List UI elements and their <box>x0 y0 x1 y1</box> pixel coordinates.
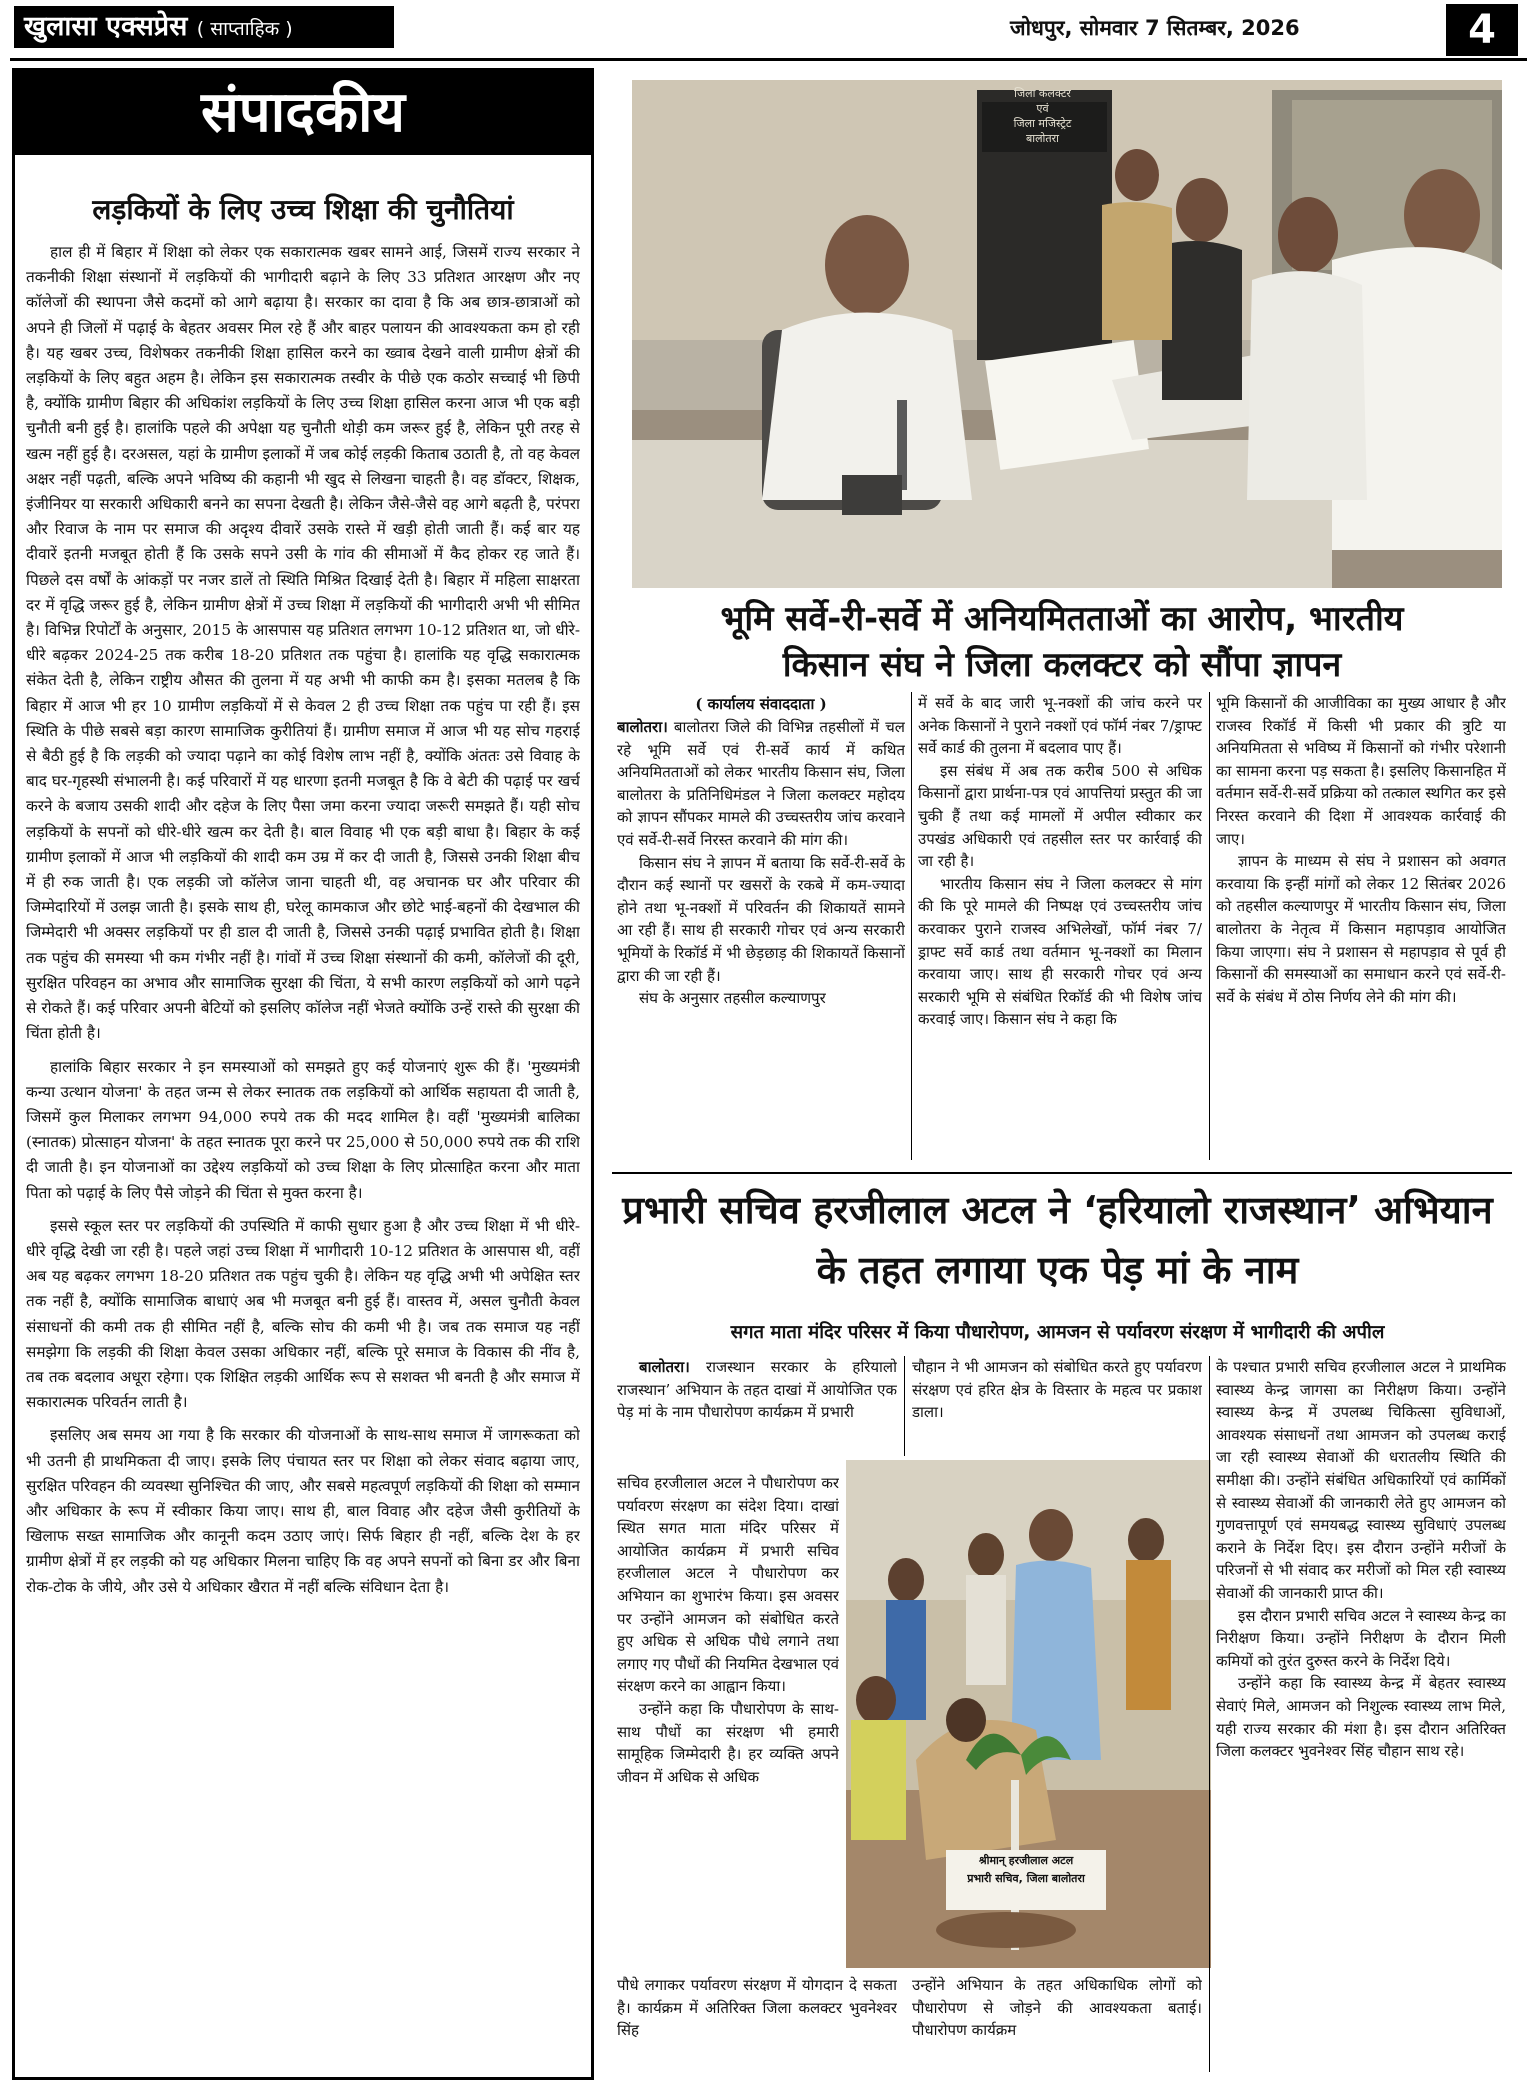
article1-text: भारतीय किसान संघ ने जिला कलक्टर से मांग की कि पूरे मामले की निष्पक्ष एवं उच्चस्तरीय जांच करवाकर पुराने राजस्व अभिलेखों, फॉर्म नंबर 7/ड्राफ्ट सर्वे कार्ड तथा वर्तमान भू-नक्शों का मिलान करवाया जाए। साथ ही सरकारी गोचर एवं अन्य सरकारी भूमि से संबंधित रिकॉर्ड की भी विशेष जांच करवाई जाए। किसान संघ ने कहा कि <box>918 874 1202 1029</box>
dateline: जोधपुर, सोमवार 7 सितम्बर, 2026 <box>1010 16 1300 40</box>
article2-text: उन्होंने कहा कि पौधारोपण के साथ-साथ पौधों का संरक्षण भी हमारी सामूहिक जिम्मेदारी है। हर व्यक्ति अपने जीवन में अधिक से अधिक <box>617 1699 839 1786</box>
article2-col1-side <box>617 1472 839 1972</box>
article2-text: सचिव हरजीलाल अटल ने पौधारोपण कर पर्यावरण संरक्षण का संदेश दिया। दाखां स्थित सगत माता मंदिर परिसर में आयोजित कार्यक्रम में प्रभारी सचिव हरजीलाल अटल ने पौधारोपण कर अभियान का शुभारंभ किया। इस अवसर पर उन्होंने आमजन को संबोधित करते हुए अधिक से अधिक पौधे लगाने तथा लगाए गए पौधों की नियमित देखभाल एवं संरक्षण करने का आह्वान किया। <box>617 1474 839 1696</box>
article2-col3 <box>1216 1356 1506 2072</box>
article2-text: राजस्थान सरकार के हरियालो राजस्थान’ अभियान के तहत दाखां में आयोजित एक पेड़ मां के नाम पौधारोपण कार्यक्रम में प्रभारी <box>617 1358 897 1422</box>
article1-headline <box>612 596 1512 692</box>
article2-col1-top <box>617 1356 897 1476</box>
article1-col2 <box>918 692 1202 1162</box>
paper-frequency: ( साप्ताहिक ) <box>196 18 293 40</box>
editorial-paragraph: हाल ही में बिहार में शिक्षा को लेकर एक सकारात्मक खबर सामने आई, जिसमें राज्य सरकार ने तकनीकी शिक्षा संस्थानों में लड़कियों की भागीदारी बढ़ाने के लिए 33 प्रतिशत आरक्षण और नए कॉलेजों की स्थापना जैसे कदमों को आगे बढ़ाया है। सरकार का दावा है कि अब छात्र-छात्राओं को अपने ही जिलों में पढ़ाई के बेहतर अवसर मिल रहे हैं और बाहर पलायन की आवश्यकता कम हो रही है। यह खबर उच्च, विशेषकर तकनीकी शिक्षा हासिल करने का ख्वाब देखने वाली ग्रामीण क्षेत्रों की लड़कियों के लिए बहुत अहम है। लेकिन इस सकारात्मक तस्वीर के पीछे एक कठोर सच्चाई भी छिपी है, क्योंकि ग्रामीण बिहार की अधिकांश लड़कियों के लिए उच्च शिक्षा हासिल करना आज भी एक बड़ी चुनौती बनी हुई है। हालांकि पहले की अपेक्षा यह चुनौती थोड़ी कम जरूर हुई है, लेकिन पूरी तरह से खत्म नहीं हुई है। दरअसल, यहां के ग्रामीण इलाकों में जब कोई लड़की किताब उठाती है, तो वह केवल अक्षर नहीं पढ़ती, बल्कि अपने भविष्य की कहानी भी खुद से लिखना चाहती है। वह डॉक्टर, शिक्षक, इंजीनियर या सरकारी अधिकारी बनने का सपना देखती है। लेकिन जैसे-जैसे वह आगे बढ़ती है, परंपरा और रिवाज के नाम पर समाज की अदृश्य दीवारें उसके रास्ते में खड़ी होती जाती हैं। कई बार यह दीवारें इतनी मजबूत होती हैं कि उसके सपने उसी के गांव की सीमाओं में कैद होकर रह जाते हैं। पिछले दस वर्षों के आंकड़ों पर नजर डालें तो स्थिति मिश्रित दिखाई देती है। बिहार में महिला साक्षरता दर में वृद्धि जरूर हुई है, लेकिन ग्रामीण क्षेत्रों में उच्च शिक्षा में लड़कियों की भागीदारी अभी भी सीमित है। विभिन्न रिपोर्टों के अनुसार, 2015 के आसपास यह प्रतिशत लगभग 10-12 प्रतिशत था, जो धीरे-धीरे बढ़कर 2024-25 तक करीब 18-20 प्रतिशत तक पहुंचा है। हालांकि यह वृद्धि सकारात्मक संकेत देती है, लेकिन राष्ट्रीय औसत की तुलना में यह अभी भी काफी कम है। इसका मतलब है कि बिहार में आज भी हर 10 ग्रामीण लड़कियों में से केवल 2 ही उच्च शिक्षा तक पहुंच पा रही हैं। इस स्थिति के पीछे सबसे बड़ा कारण सामाजिक कुरीतियां हैं। ग्रामीण समाज में आज भी यह सोच गहराई से बैठी हुई है कि लड़की को ज्यादा पढ़ाने का कोई विशेष लाभ नहीं है, क्योंकि अंततः उसे विवाह के बाद घर-गृहस्थी संभालनी है। कई परिवारों में यह धारणा इतनी मजबूत है कि वे बेटी की पढ़ाई पर खर्च करने के बजाय उसकी शादी और दहेज के लिए पैसा जमा करना ज्यादा जरूरी समझते हैं। यही सोच लड़कियों के सपनों को धीरे-धीरे खत्म कर देती है। बाल विवाह भी एक बड़ी बाधा है। बिहार के कई ग्रामीण इलाकों में आज भी लड़कियों की शादी कम उम्र में कर दी जाती है, जिससे उनकी शिक्षा बीच में ही रुक जाती है। एक लड़की जो कॉलेज जाना चाहती थी, वह अचानक घर और परिवार की जिम्मेदारियों में उलझ जाती है। इसके साथ ही, घरेलू कामकाज और छोटे भाई-बहनों की देखभाल की जिम्मेदारी भी अक्सर लड़कियों पर ही डाल दी जाती है, जिससे उनकी पढ़ाई प्रभावित होती है। शिक्षा तक पहुंच की समस्या भी कम गंभीर नहीं है। गांवों में उच्च शिक्षा संस्थानों की कमी, कॉलेजों की दूरी, सुरक्षित परिवहन का अभाव और सामाजिक सुरक्षा की चिंता, ये सभी कारण लड़कियों को आगे पढ़ने से रोकते हैं। कई परिवार अपनी बेटियों को इसलिए कॉलेज नहीं भेजते क्योंकि उन्हें रास्ते की सुरक्षा की चिंता होती है। <box>26 243 580 1043</box>
sign-line: प्रभारी सचिव, जिला बालोतरा <box>967 1872 1085 1885</box>
column-rule <box>1209 1356 1210 2072</box>
editorial-paragraph: हालांकि बिहार सरकार ने इन समस्याओं को समझते हुए कई योजनाएं शुरू की हैं। 'मुख्यमंत्री कन्या उत्थान योजना' के तहत जन्म से लेकर स्नातक तक लड़कियों को आर्थिक सहायता दी जाती है, जिसमें कुल मिलाकर लगभग 94,000 रुपये तक की मदद शामिल है। वहीं 'मुख्यमंत्री बालिका (स्नातक) प्रोत्साहन योजना' के तहत स्नातक पूरा करने पर 25,000 से 50,000 रुपये तक की राशि दी जाती है। इन योजनाओं का उद्देश्य लड़कियों को उच्च शिक्षा के लिए प्रोत्साहित करना और माता पिता को पढ़ाई के लिए पैसे जोड़ने की चिंता से मुक्त करना है। <box>26 1057 580 1202</box>
article1-text: संघ के अनुसार तहसील कल्याणपुर <box>639 989 826 1008</box>
article1-headline-line: किसान संघ ने जिला कलक्टर को सौंपा ज्ञापन <box>782 645 1342 685</box>
article1-text: बालोतरा जिले की विभिन्न तहसीलों में चल रहे भूमि सर्वे एवं री-सर्वे कार्य में कथित अनियमितताओं को लेकर भारतीय किसान संघ, जिला बालोतरा के प्रतिनिधिमंडल ने जिला कलक्टर महोदय को ज्ञापन सौंपकर मामले की उच्चस्तरीय जांच करवाने एवं सर्वे-री-सर्वे निरस्त करवाने की मांग की। <box>617 718 905 849</box>
nameplate-line: एवं <box>1036 102 1049 115</box>
article1-text: किसान संघ ने ज्ञापन में बताया कि सर्वे-री-सर्वे के दौरान कई स्थानों पर खसरों के रकबे में कम-ज्यादा होने तथा भू-नक्शों में परिवर्तन की शिकायतें सामने आ रही हैं। साथ ही सरकारी गोचर एवं अन्य सरकारी भूमियों के रिकॉर्ड में भी छेड़छाड़ की शिकायतें किसानों द्वारा की जा रही हैं। <box>617 853 905 985</box>
column-rule <box>911 692 912 1160</box>
column-rule <box>904 1356 905 1456</box>
article2-text: उन्होंने कहा कि स्वास्थ्य केन्द्र में बेहतर स्वास्थ्य सेवाएं मिले, आमजन को निशुल्क स्वास्थ्य लाभ मिले, यही राज्य सरकार की मंशा है। इस दौरान अतिरिक्त जिला कलक्टर भुवनेश्वर सिंह चौहान साथ रहे। <box>1216 1674 1506 1761</box>
editorial-paragraph: इसलिए अब समय आ गया है कि सरकार की योजनाओं के साथ-साथ समाज में जागरूकता को भी उतनी ही प्राथमिकता दी जाए। इसके लिए पंचायत स्तर पर शिक्षा को लेकर संवाद बढ़ाया जाए, सुरक्षित परिवहन की व्यवस्था सुनिश्चित की जाए, और सबसे महत्वपूर्ण लड़कियों की शिक्षा को सम्मान और अधिकार के रूप में स्वीकार किया जाए। साथ ही, बाल विवाह और दहेज जैसी कुरीतियों के खिलाफ सख्त सामाजिक और कानूनी कदम उठाए जाएं। सिर्फ बिहार ही नहीं, बल्कि देश के हर ग्रामीण क्षेत्रों में हर लड़की को यह अधिकार मिलना चाहिए कि वह अपने सपनों को बिना डर और बिना रोक-टोक के जीये, और उसे ये अधिकार खैरात में नहीं बल्कि संविधान देता है। <box>26 1426 580 1596</box>
article1-dateline: बालोतरा। <box>617 718 668 736</box>
article1-col3 <box>1216 692 1506 1162</box>
article2-headline-line: के तहत लगाया एक पेड़ मां के नाम <box>816 1248 1299 1292</box>
nameplate-line: जिला मजिस्ट्रेट <box>1013 117 1072 130</box>
sign-line: श्रीमान् हरजीलाल अटल <box>978 1854 1074 1867</box>
article2-subhead: सगत माता मंदिर परिसर में किया पौधारोपण, आमजन से पर्यावरण संरक्षण में भागीदारी की अपील <box>730 1322 1385 1343</box>
article2-headline <box>600 1180 1515 1310</box>
paper-nameplate <box>14 6 394 48</box>
masthead-rule <box>10 58 1527 61</box>
article-separator <box>612 1172 1512 1174</box>
article2-dateline: बालोतरा। <box>639 1358 690 1376</box>
article2-headline-line: प्रभारी सचिव हरजीलाल अटल ने ‘हरियालो राजस्थान’ अभियान <box>622 1188 1493 1232</box>
editorial-body <box>26 240 580 2070</box>
article2-text: इस दौरान प्रभारी सचिव अटल ने स्वास्थ्य केन्द्र का निरीक्षण किया। उन्होंने निरीक्षण के दौरान मिली कमियों को तुरंत दुरुस्त करने के निर्देश दिये। <box>1216 1606 1506 1670</box>
nameplate-line: जिला कलक्टर <box>1014 87 1071 100</box>
editorial-section-title: संपादकीय <box>15 71 591 155</box>
article1-text: ज्ञापन के माध्यम से संघ ने प्रशासन को अवगत करवाया कि इन्हीं मांगों को लेकर 12 सितंबर 2026 को तहसील कल्याणपुर में भारतीय किसान संघ, जिला बालोतरा के नेतृत्व में किसान महापड़ाव आयोजित किया जाएगा। संघ ने प्रशासन से महापड़ाव से पूर्व ही किसानों की समस्याओं का समाधान करने एवं सर्वे-री-सर्वे के संबंध में ठोस निर्णय लेने की मांग की। <box>1216 852 1506 1006</box>
article2-col1-bottom: पौधे लगाकर पर्यावरण संरक्षण में योगदान दे सकता है। कार्यक्रम में अतिरिक्त जिला कलक्टर भुवनेश्वर सिंह <box>617 1976 897 2040</box>
article1-text: में सर्वे के बाद जारी भू-नक्शों की जांच करने पर अनेक किसानों ने पुराने नक्शों एवं फॉर्म नंबर 7/ड्राफ्ट सर्वे कार्ड की तुलना में बदलाव पाए हैं। <box>918 694 1202 758</box>
editorial-paragraph: इससे स्कूल स्तर पर लड़कियों की उपस्थिति में काफी सुधार हुआ है और उच्च शिक्षा में भी धीरे-धीरे वृद्धि देखी जा रही है। पहले जहां उच्च शिक्षा में भागीदारी 10-12 प्रतिशत के आसपास थी, वहीं अब यह बढ़कर लगभग 18-20 प्रतिशत तक पहुंच चुकी है। लेकिन यह वृद्धि अभी भी अपेक्षित स्तर तक नहीं है, क्योंकि सामाजिक बाधाएं अब भी मजबूत बनी हुई हैं। वास्तव में, असल चुनौती केवल संसाधनों की कमी तक ही सीमित नहीं है, बल्कि सोच की कमी भी है। जब तक समाज यह नहीं समझेगा कि लड़की की शिक्षा केवल उसका अधिकार नहीं, बल्कि पूरे समाज के विकास की नींव है, तब तक बदलाव अधूरा रहेगा। एक शिक्षित लड़की आर्थिक रूप से सशक्त भी बनती है और समाज में सकारात्मक परिवर्तन लाती है। <box>26 1216 580 1412</box>
plantation-sign <box>946 1852 1106 1908</box>
article2-col2-bottom: उन्होंने अभियान के तहत अधिकाधिक लोगों को पौधारोपण से जोड़ने की आवश्यकता बताई। पौधारोपण कार्यक्रम <box>912 1976 1202 2040</box>
article2-text: के पश्चात प्रभारी सचिव हरजीलाल अटल ने प्राथमिक स्वास्थ्य केन्द्र जागसा का निरीक्षण किया। उन्होंने स्वास्थ्य केन्द्र में उपलब्ध चिकित्सा सुविधाओं, आवश्यक संसाधनों तथा आमजन को उपलब्ध कराई जा रही स्वास्थ्य सेवाओं की धरातलीय स्थिति की समीक्षा की। उन्होंने संबंधित अधिकारियों एवं कार्मिकों से स्वास्थ्य सेवाओं की जानकारी लेते हुए आमजन को गुणवत्तापूर्ण एवं समयबद्ध स्वास्थ्य सुविधाएं उपलब्ध कराने के निर्देश दिए। इस दौरान उन्होंने मरीजों के परिजनों से भी संवाद कर मरीजों को मिल रही स्वास्थ्य सेवाओं की जानकारी प्राप्त की। <box>1216 1358 1506 1602</box>
masthead <box>0 0 1537 56</box>
editorial-headline: लड़कियों के लिए उच्च शिक्षा की चुनौतियां <box>92 193 514 226</box>
article1-text: इस संबंध में अब तक करीब 500 से अधिक किसानों द्वारा प्रार्थना-पत्र एवं आपत्तियां प्रस्तुत की जा चुकी हैं तथा कई मामलों में अपील स्वीकार कर उपखंड अधिकारी एवं तहसील स्तर पर कार्रवाई की जा रही है। <box>918 761 1202 871</box>
collector-nameplate <box>980 86 1105 174</box>
column-rule <box>1209 692 1210 1160</box>
article1-credit: ( कार्यालय संवाददाता ) <box>695 695 827 713</box>
page-number: 4 <box>1446 4 1518 56</box>
paper-name: खुलासा एक्सप्रेस <box>24 11 188 42</box>
article1-text: भूमि किसानों की आजीविका का मुख्य आधार है और राजस्व रिकॉर्ड में किसी भी प्रकार की त्रुटि या अनियमितता से भविष्य में किसानों को गंभीर परेशानी का सामना करना पड़ सकता है। इसलिए किसानहित में वर्तमान सर्वे-री-सर्वे प्रक्रिया को तत्काल स्थगित कर इसे निरस्त करवाने की दिशा में आवश्यक कार्रवाई की जाए। <box>1216 694 1506 848</box>
article1-col1 <box>617 692 905 1162</box>
article1-headline-line: भूमि सर्वे-री-सर्वे में अनियमितताओं का आरोप, भारतीय <box>720 599 1404 639</box>
nameplate-line: बालोतरा <box>1025 132 1060 145</box>
article2-col2-top: चौहान ने भी आमजन को संबोधित करते हुए पर्यावरण संरक्षण एवं हरित क्षेत्र के विस्तार के महत्व पर प्रकाश डाला। <box>912 1358 1202 1422</box>
